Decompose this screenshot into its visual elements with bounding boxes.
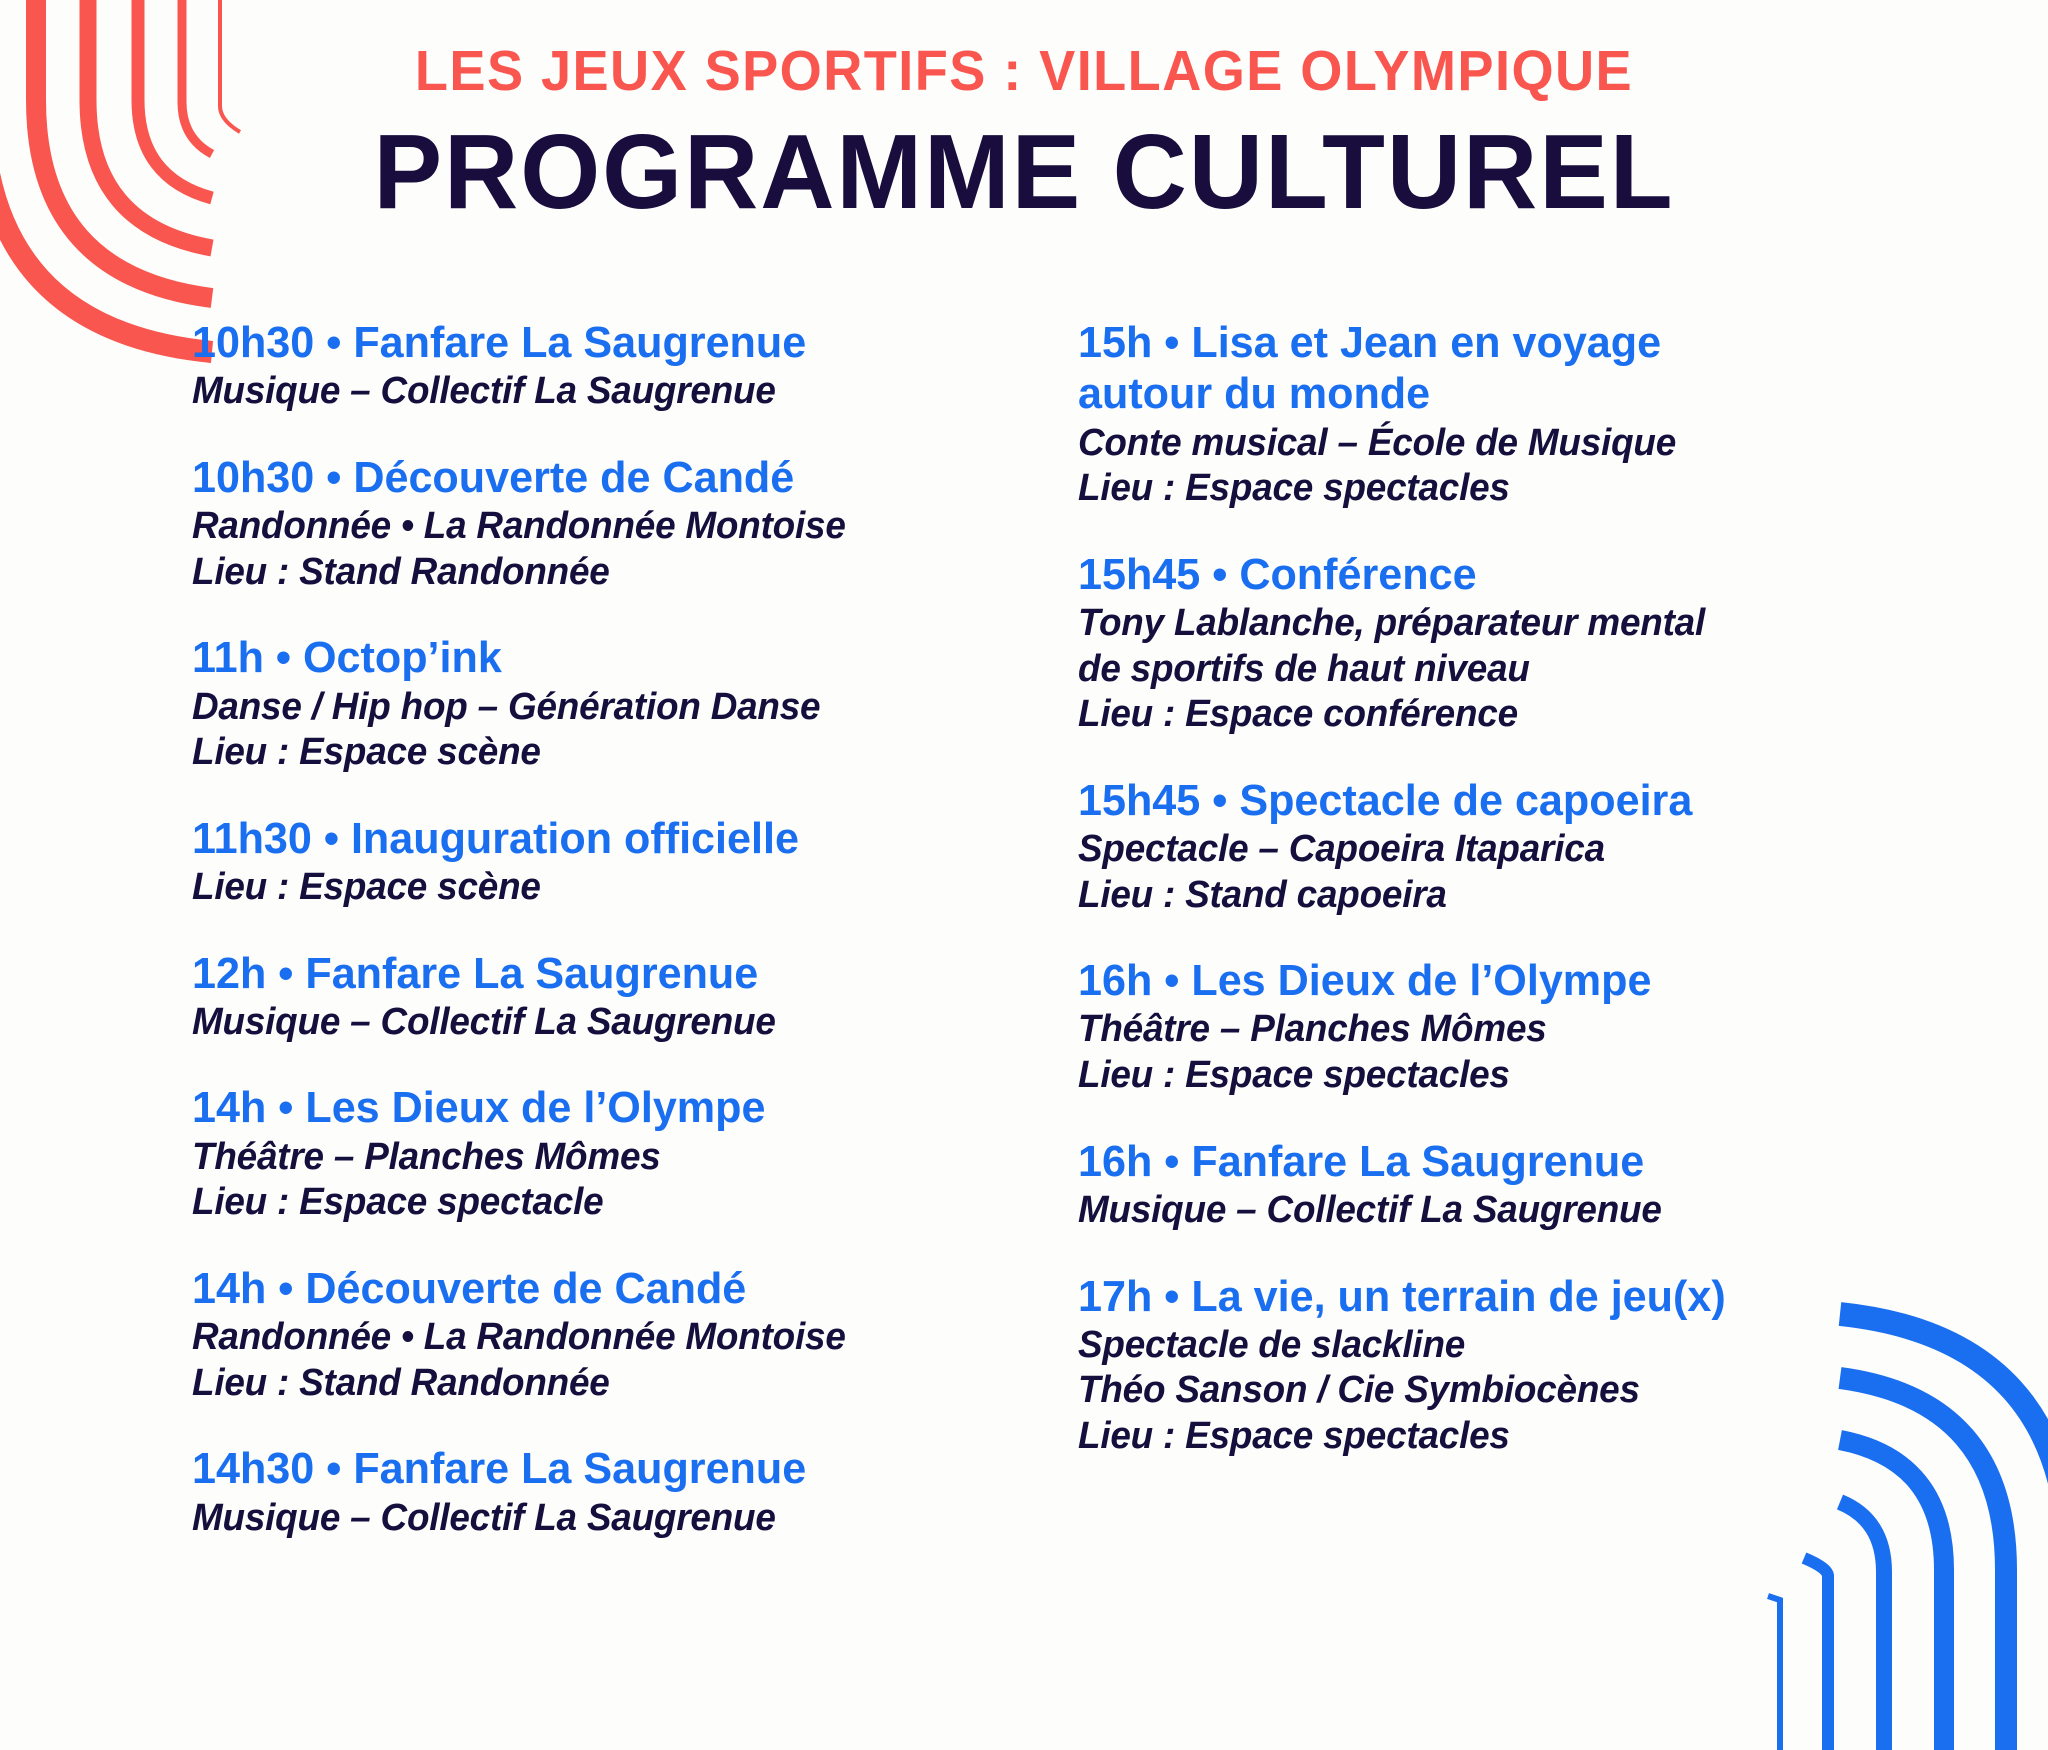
- program-entry-detail: Danse / Hip hop – Génération Danse: [192, 685, 821, 728]
- program-entry-detail: Musique – Collectif La Saugrenue: [192, 1496, 776, 1539]
- program-entry-title: 16h • Les Dieux de l’Olympe: [1078, 956, 1652, 1006]
- program-entry-detail: Théâtre – Planches Mômes: [1078, 1008, 1547, 1051]
- program-entry-detail: Randonnée • La Randonnée Montoise: [192, 1316, 846, 1359]
- program-entry-title-light-part: du monde: [1212, 369, 1431, 419]
- program-entry-title: 17h • La vie, un terrain de jeu(x): [1078, 1271, 1726, 1321]
- program-entry-title: 16h • Fanfare La Saugrenue: [1078, 1136, 1645, 1186]
- program-entry-title: 11h30 • Inauguration officielle: [192, 813, 799, 863]
- program-entry-detail: Musique – Collectif La Saugrenue: [192, 370, 776, 413]
- program-entry-detail: Lieu : Espace spectacles: [1078, 1414, 1510, 1457]
- program-entry: [192, 1444, 900, 1541]
- program-entry-detail: Lieu : Stand Randonnée: [192, 1361, 610, 1404]
- program-entry-detail: Spectacle – Capoeira Itaparica: [1078, 828, 1605, 871]
- program-entry-title: 10h30 • Fanfare La Saugrenue: [192, 318, 807, 367]
- program-entry-detail: Théo Sanson / Cie Symbiocènes: [1078, 1369, 1640, 1412]
- program-entry-title: 10h30 • Découverte de Candé: [192, 452, 795, 502]
- program-entry-detail: Théâtre – Planches Mômes: [192, 1135, 661, 1178]
- program-entry-title: 15h • Lisa et Jean en voyage: [1078, 318, 1662, 367]
- program-entry-title: 15h45 • Conférence: [1078, 549, 1477, 599]
- program-entry: [192, 453, 900, 595]
- poster-kicker: LES JEUX SPORTIFS : VILLAGE OLYMPIQUE: [414, 39, 1634, 103]
- program-entry: [192, 1083, 900, 1225]
- page-title: PROGRAMME CULTUREL: [373, 113, 1675, 231]
- program-entry-detail: Lieu : Espace conférence: [1078, 693, 1518, 736]
- program-entry: [1078, 776, 2048, 918]
- program-entry-detail: Lieu : Espace spectacle: [192, 1181, 604, 1224]
- program-entry-detail: Lieu : Stand Randonnée: [192, 550, 610, 593]
- program-entry-detail: Lieu : Espace spectacles: [1078, 1054, 1510, 1097]
- program-entry: [1078, 1137, 2048, 1234]
- program-entry-title: 15h45 • Spectacle de capoeira: [1078, 775, 1693, 825]
- program-entry: [192, 318, 900, 415]
- program-entry-detail: Conte musical – École de Musique: [1078, 421, 1677, 464]
- program-entry: [1078, 550, 2048, 738]
- program-entry-detail: Lieu : Stand capoeira: [1078, 873, 1447, 916]
- program-entry: [192, 814, 900, 911]
- program-entry-detail: Lieu : Espace spectacles: [1078, 467, 1510, 510]
- program-entry-detail: Musique – Collectif La Saugrenue: [192, 1000, 776, 1043]
- program-entry-title-continued: [1078, 369, 2029, 418]
- program-entry-title: 14h • Découverte de Candé: [192, 1263, 747, 1313]
- program-entry-detail: Spectacle de slackline: [1078, 1323, 1466, 1366]
- program-entry: [192, 633, 900, 775]
- program-entry: [192, 1264, 900, 1406]
- program-entry-detail: de sportifs de haut niveau: [1078, 647, 1530, 690]
- program-column-right: [900, 318, 2048, 1541]
- program-entry-title: 11h • Octop’ink: [192, 633, 502, 683]
- program-entry-detail: Musique – Collectif La Saugrenue: [1078, 1188, 1662, 1231]
- program-entry-detail: Randonnée • La Randonnée Montoise: [192, 505, 846, 548]
- program-entry-title: 14h30 • Fanfare La Saugrenue: [192, 1444, 807, 1494]
- program-entry: [1078, 1272, 2048, 1460]
- program-entry: [192, 949, 900, 1046]
- program-entry: [1078, 318, 2048, 512]
- program-entry-title-bold-part: autour: [1078, 369, 1213, 419]
- program-columns: [0, 318, 2048, 1541]
- program-entry-title: 14h • Les Dieux de l’Olympe: [192, 1083, 766, 1133]
- program-entry-detail: Tony Lablanche, préparateur mental: [1078, 601, 1706, 644]
- program-entry-detail: Lieu : Espace scène: [192, 866, 541, 909]
- program-entry-title: 12h • Fanfare La Saugrenue: [192, 948, 759, 998]
- program-entry-detail: Lieu : Espace scène: [192, 731, 541, 774]
- program-column-left: [0, 318, 900, 1541]
- program-entry: [1078, 956, 2048, 1098]
